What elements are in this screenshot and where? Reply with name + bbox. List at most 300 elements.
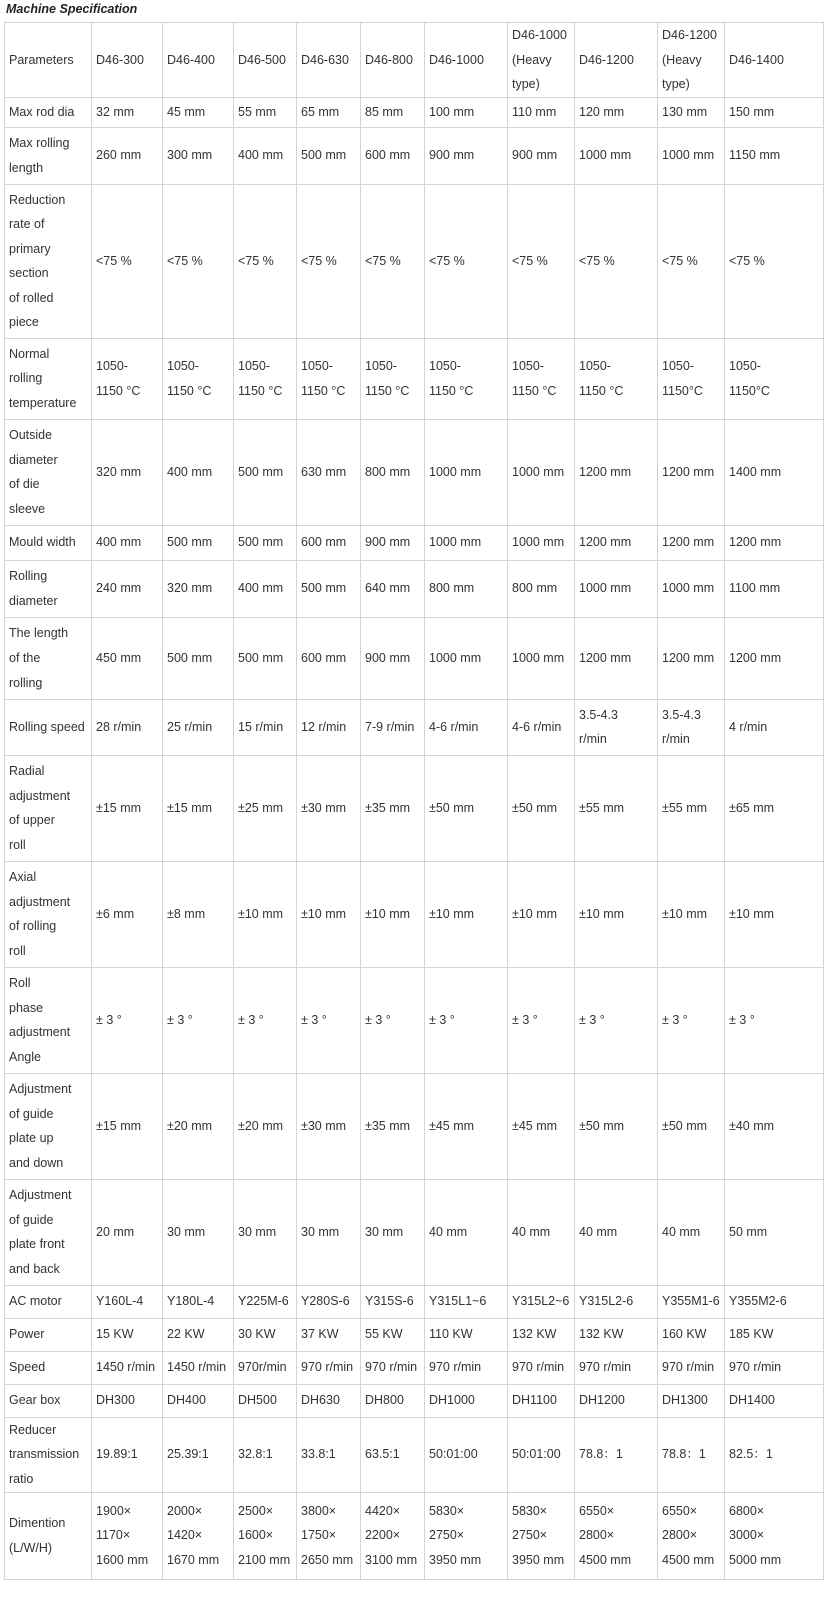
row-label-cell — [5, 525, 92, 560]
cell-text-line: DH1100 — [512, 1393, 557, 1408]
row-label-cell — [5, 1179, 92, 1285]
cell-text-line: 2800× — [662, 1528, 698, 1543]
table-cell — [575, 1492, 658, 1579]
cell-text-line: 1150 °C — [167, 383, 212, 398]
table-cell — [297, 1417, 361, 1492]
cell-text-line: DH1400 — [729, 1393, 775, 1408]
table-cell — [163, 967, 234, 1073]
cell-text-line: 25.39:1 — [167, 1447, 209, 1462]
table-cell — [508, 525, 575, 560]
row-label-cell — [5, 127, 92, 184]
table-cell — [575, 23, 658, 98]
table-cell — [575, 1351, 658, 1384]
table-cell — [92, 755, 163, 861]
table-cell — [163, 1179, 234, 1285]
row-label-line: Parameters — [9, 52, 74, 67]
row-label-cell — [5, 861, 92, 967]
cell-text-line: 1150 °C — [301, 383, 346, 398]
cell-text-line: 1170× — [96, 1528, 131, 1543]
cell-text-line: 500 mm — [167, 535, 213, 550]
table-cell — [92, 861, 163, 967]
table-cell — [575, 525, 658, 560]
cell-text-line: 1400 mm — [729, 464, 782, 479]
cell-text-line: 55 KW — [365, 1327, 403, 1342]
cell-text-line: 1000 mm — [512, 464, 565, 479]
row-label-line: roll — [9, 837, 26, 852]
row-label-cell — [5, 1417, 92, 1492]
cell-text-line: ±10 mm — [662, 906, 708, 921]
cell-text-line: ± 3 ° — [662, 1012, 688, 1027]
cell-text-line: 240 mm — [96, 581, 142, 596]
cell-text-line: ± 3 ° — [301, 1012, 327, 1027]
table-cell — [658, 755, 725, 861]
cell-text-line: r/min — [662, 732, 690, 747]
table-row — [5, 861, 824, 967]
table-cell — [575, 861, 658, 967]
cell-text-line: 260 mm — [96, 148, 142, 163]
row-label-line: and down — [9, 1155, 64, 1170]
cell-text-line: 2000× — [167, 1503, 203, 1518]
table-row — [5, 1351, 824, 1384]
cell-text-line: D46-800 — [365, 52, 413, 67]
table-cell — [425, 1285, 508, 1318]
cell-text-line: 110 mm — [512, 104, 557, 119]
cell-text-line: Y315L2~6 — [512, 1294, 570, 1309]
cell-text-line: 4420× — [365, 1503, 401, 1518]
cell-text-line: 1670 mm — [167, 1552, 220, 1567]
cell-text-line: 22 KW — [167, 1327, 205, 1342]
cell-text-line: 1000 mm — [662, 148, 715, 163]
row-label-line: of die — [9, 477, 40, 492]
table-cell — [508, 184, 575, 338]
table-cell — [425, 1384, 508, 1417]
table-cell — [425, 617, 508, 699]
table-cell — [575, 755, 658, 861]
cell-text-line: 970 r/min — [579, 1360, 632, 1375]
cell-text-line: 4500 mm — [579, 1552, 632, 1567]
cell-text-line: ±55 mm — [662, 800, 708, 815]
cell-text-line: 50 mm — [729, 1224, 768, 1239]
table-cell — [297, 419, 361, 525]
cell-text-line: Y315L1~6 — [429, 1294, 487, 1309]
table-cell — [361, 861, 425, 967]
cell-text-line: <75 % — [238, 253, 274, 268]
cell-text-line: 63.5:1 — [365, 1447, 400, 1462]
table-cell — [658, 127, 725, 184]
cell-text-line: DH500 — [238, 1393, 277, 1408]
cell-text-line: 1050- — [96, 359, 128, 374]
cell-text-line: DH1300 — [662, 1393, 708, 1408]
cell-text-line: D46-400 — [167, 52, 215, 67]
table-cell — [725, 755, 824, 861]
cell-text-line: 25 r/min — [167, 719, 213, 734]
table-cell — [163, 419, 234, 525]
table-cell — [425, 699, 508, 755]
row-label-line: sleeve — [9, 501, 46, 516]
cell-text-line: 1000 mm — [429, 535, 482, 550]
cell-text-line: 970 r/min — [729, 1360, 782, 1375]
row-label-line: Outside — [9, 428, 53, 443]
row-label-cell — [5, 338, 92, 419]
cell-text-line: 1000 mm — [579, 148, 632, 163]
cell-text-line: D46-300 — [96, 52, 144, 67]
table-cell — [234, 419, 297, 525]
row-label-line: piece — [9, 315, 39, 330]
table-cell — [361, 1318, 425, 1351]
cell-text-line: ±10 mm — [301, 906, 347, 921]
cell-text-line: 500 mm — [238, 535, 284, 550]
row-label-line: adjustment — [9, 894, 71, 909]
row-label-cell — [5, 184, 92, 338]
cell-text-line: 1050- — [579, 359, 611, 374]
row-label-line: Angle — [9, 1049, 41, 1064]
cell-text-line: ± 3 ° — [579, 1012, 605, 1027]
cell-text-line: 1600 mm — [96, 1552, 149, 1567]
row-label-cell — [5, 755, 92, 861]
table-cell — [658, 967, 725, 1073]
table-cell — [425, 338, 508, 419]
table-cell — [725, 1417, 824, 1492]
cell-text-line: 1050- — [301, 359, 333, 374]
cell-text-line: 4500 mm — [662, 1552, 715, 1567]
table-cell — [425, 861, 508, 967]
table-cell — [361, 419, 425, 525]
table-cell — [425, 1073, 508, 1179]
table-row — [5, 755, 824, 861]
cell-text-line: 1200 mm — [662, 535, 715, 550]
cell-text-line: ±10 mm — [579, 906, 625, 921]
row-label-line: Rolling speed — [9, 719, 85, 734]
table-cell — [297, 699, 361, 755]
table-cell — [163, 560, 234, 617]
cell-text-line: 6550× — [662, 1503, 698, 1518]
row-label-line: Mould width — [9, 535, 76, 550]
table-cell — [92, 1179, 163, 1285]
cell-text-line: ±10 mm — [729, 906, 775, 921]
table-cell — [234, 525, 297, 560]
table-cell — [725, 525, 824, 560]
cell-text-line: ± 3 ° — [96, 1012, 122, 1027]
cell-text-line: 1150 °C — [365, 383, 410, 398]
cell-text-line: <75 % — [365, 253, 401, 268]
cell-text-line: 600 mm — [301, 650, 347, 665]
table-cell — [575, 338, 658, 419]
table-cell — [234, 967, 297, 1073]
cell-text-line: ±8 mm — [167, 906, 206, 921]
cell-text-line: 40 mm — [579, 1224, 618, 1239]
cell-text-line: 45 mm — [167, 104, 206, 119]
cell-text-line: 40 mm — [429, 1224, 468, 1239]
table-cell — [425, 967, 508, 1073]
table-cell — [92, 525, 163, 560]
table-cell — [658, 97, 725, 127]
cell-text-line: 50:01:00 — [429, 1447, 478, 1462]
cell-text-line: 30 mm — [365, 1224, 404, 1239]
cell-text-line: ± 3 ° — [167, 1012, 193, 1027]
cell-text-line: 900 mm — [365, 535, 411, 550]
row-label-line: plate up — [9, 1131, 54, 1146]
row-label-line: roll — [9, 943, 26, 958]
table-cell — [658, 23, 725, 98]
table-cell — [725, 419, 824, 525]
cell-text-line: 500 mm — [238, 464, 284, 479]
cell-text-line: 1000 mm — [429, 650, 482, 665]
table-cell — [163, 338, 234, 419]
table-row — [5, 127, 824, 184]
table-cell — [725, 1351, 824, 1384]
table-cell — [297, 97, 361, 127]
cell-text-line: 32 mm — [96, 104, 135, 119]
cell-text-line: 2750× — [512, 1528, 548, 1543]
cell-text-line: 2500× — [238, 1503, 274, 1518]
table-cell — [575, 1384, 658, 1417]
table-cell — [508, 967, 575, 1073]
table-cell — [508, 1417, 575, 1492]
table-cell — [163, 1384, 234, 1417]
row-label-line: adjustment — [9, 1025, 71, 1040]
table-cell — [658, 1384, 725, 1417]
table-row — [5, 617, 824, 699]
table-cell — [361, 1073, 425, 1179]
table-cell — [425, 560, 508, 617]
table-cell — [163, 1417, 234, 1492]
cell-text-line: 1420× — [167, 1528, 203, 1543]
cell-text-line: 15 KW — [96, 1327, 134, 1342]
row-label-line: rate of — [9, 217, 45, 232]
cell-text-line: Y180L-4 — [167, 1294, 215, 1309]
table-cell — [361, 127, 425, 184]
cell-text-line: ±50 mm — [662, 1118, 708, 1133]
cell-text-line: Y225M-6 — [238, 1294, 289, 1309]
row-label-line: Reducer — [9, 1422, 57, 1437]
row-label-cell — [5, 1351, 92, 1384]
row-label-line: Max rolling — [9, 136, 70, 151]
cell-text-line: 55 mm — [238, 104, 277, 119]
table-cell — [361, 1492, 425, 1579]
table-cell — [297, 1179, 361, 1285]
cell-text-line: D46-1400 — [729, 52, 784, 67]
table-cell — [508, 699, 575, 755]
row-label-line: Axial — [9, 870, 37, 885]
cell-text-line: 150 mm — [729, 104, 775, 119]
cell-text-line: 33.8:1 — [301, 1447, 336, 1462]
cell-text-line: 5000 mm — [729, 1552, 782, 1567]
table-cell — [425, 1492, 508, 1579]
table-cell — [92, 23, 163, 98]
table-cell — [297, 23, 361, 98]
cell-text-line: (Heavy type) — [512, 52, 552, 92]
cell-text-line: 1150°C — [729, 383, 770, 398]
table-cell — [163, 1285, 234, 1318]
table-row — [5, 1417, 824, 1492]
cell-text-line: ± 3 ° — [429, 1012, 455, 1027]
table-cell — [92, 1351, 163, 1384]
cell-text-line: 6550× — [579, 1503, 615, 1518]
cell-text-line: 1150 °C — [512, 383, 557, 398]
cell-text-line: <75 % — [301, 253, 337, 268]
cell-text-line: 5830× — [512, 1503, 548, 1518]
table-cell — [725, 338, 824, 419]
cell-text-line: 600 mm — [301, 535, 347, 550]
cell-text-line: 1000 mm — [512, 650, 565, 665]
cell-text-line: 3950 mm — [512, 1552, 565, 1567]
cell-text-line: 400 mm — [238, 148, 284, 163]
cell-text-line: ±10 mm — [365, 906, 411, 921]
table-cell — [508, 97, 575, 127]
cell-text-line: ±20 mm — [238, 1118, 284, 1133]
cell-text-line: r/min — [579, 732, 607, 747]
cell-text-line: 30 KW — [238, 1327, 276, 1342]
row-label-cell — [5, 1492, 92, 1579]
row-label-line: Normal — [9, 346, 50, 361]
table-cell — [508, 1073, 575, 1179]
cell-text-line: 37 KW — [301, 1327, 339, 1342]
cell-text-line: 110 KW — [429, 1327, 473, 1342]
table-cell — [297, 1073, 361, 1179]
cell-text-line: 4-6 r/min — [512, 719, 562, 734]
row-label-cell — [5, 699, 92, 755]
cell-text-line: 4 r/min — [729, 719, 768, 734]
table-row — [5, 97, 824, 127]
cell-text-line: 500 mm — [301, 581, 347, 596]
cell-text-line: 1150 mm — [729, 148, 781, 163]
cell-text-line: 1200 mm — [662, 464, 715, 479]
cell-text-line: Y315L2-6 — [579, 1294, 634, 1309]
cell-text-line: DH800 — [365, 1393, 404, 1408]
table-cell — [163, 1073, 234, 1179]
table-cell — [361, 23, 425, 98]
table-cell — [234, 184, 297, 338]
table-cell — [234, 1384, 297, 1417]
table-cell — [508, 419, 575, 525]
cell-text-line: <75 % — [429, 253, 465, 268]
cell-text-line: 970 r/min — [365, 1360, 418, 1375]
table-cell — [575, 967, 658, 1073]
cell-text-line: 1000 mm — [512, 535, 565, 550]
cell-text-line: 400 mm — [167, 464, 213, 479]
cell-text-line: 5830× — [429, 1503, 465, 1518]
table-cell — [234, 1179, 297, 1285]
table-cell — [234, 1318, 297, 1351]
table-cell — [725, 1285, 824, 1318]
table-cell — [508, 617, 575, 699]
cell-text-line: 2650 mm — [301, 1552, 354, 1567]
table-cell — [508, 1285, 575, 1318]
table-cell — [92, 184, 163, 338]
cell-text-line: Y280S-6 — [301, 1294, 350, 1309]
row-label-line: diameter — [9, 593, 58, 608]
table-cell — [508, 1351, 575, 1384]
cell-text-line: <75 % — [512, 253, 548, 268]
table-cell — [725, 23, 824, 98]
cell-text-line: 1050- — [512, 359, 544, 374]
table-cell — [508, 560, 575, 617]
cell-text-line: ± 3 ° — [512, 1012, 538, 1027]
table-cell — [425, 419, 508, 525]
cell-text-line: 500 mm — [238, 650, 284, 665]
table-cell — [725, 1318, 824, 1351]
cell-text-line: ±45 mm — [512, 1118, 558, 1133]
table-row — [5, 23, 824, 98]
table-cell — [658, 1179, 725, 1285]
cell-text-line: 3.5-4.3 — [579, 707, 618, 722]
table-cell — [575, 1285, 658, 1318]
cell-text-line: ± 3 ° — [365, 1012, 391, 1027]
cell-text-line: ±35 mm — [365, 800, 411, 815]
table-cell — [92, 699, 163, 755]
table-cell — [234, 338, 297, 419]
cell-text-line: 19.89:1 — [96, 1447, 138, 1462]
table-cell — [361, 338, 425, 419]
cell-text-line: 1600× — [238, 1528, 274, 1543]
table-cell — [658, 1073, 725, 1179]
cell-text-line: 630 mm — [301, 464, 347, 479]
cell-text-line: <75 % — [579, 253, 615, 268]
table-cell — [658, 1285, 725, 1318]
cell-text-line: 40 mm — [662, 1224, 701, 1239]
table-cell — [163, 23, 234, 98]
cell-text-line: 78.8：1 — [662, 1447, 706, 1462]
cell-text-line: ±50 mm — [429, 800, 475, 815]
table-cell — [575, 1417, 658, 1492]
cell-text-line: <75 % — [96, 253, 132, 268]
table-cell — [508, 23, 575, 98]
cell-text-line: Y355M2-6 — [729, 1294, 787, 1309]
cell-text-line: 2750× — [429, 1528, 465, 1543]
table-cell — [361, 1384, 425, 1417]
cell-text-line: 1050- — [167, 359, 199, 374]
cell-text-line: D46-1200 — [579, 52, 634, 67]
table-cell — [425, 127, 508, 184]
cell-text-line: 300 mm — [167, 148, 213, 163]
cell-text-line: ±15 mm — [96, 1118, 142, 1133]
row-label-cell — [5, 1384, 92, 1417]
table-cell — [508, 1318, 575, 1351]
cell-text-line: 1000 mm — [662, 581, 715, 596]
table-cell — [575, 1318, 658, 1351]
table-cell — [508, 1384, 575, 1417]
cell-text-line: 450 mm — [96, 650, 142, 665]
table-cell — [234, 1351, 297, 1384]
table-row — [5, 699, 824, 755]
table-cell — [234, 617, 297, 699]
table-cell — [92, 1073, 163, 1179]
table-cell — [361, 525, 425, 560]
table-cell — [92, 560, 163, 617]
cell-text-line: 900 mm — [365, 650, 411, 665]
table-row — [5, 1179, 824, 1285]
cell-text-line: ±20 mm — [167, 1118, 213, 1133]
table-cell — [361, 184, 425, 338]
cell-text-line: Y355M1-6 — [662, 1294, 720, 1309]
table-cell — [163, 861, 234, 967]
table-cell — [92, 338, 163, 419]
table-cell — [575, 419, 658, 525]
table-cell — [361, 97, 425, 127]
table-cell — [425, 184, 508, 338]
table-cell — [725, 1073, 824, 1179]
cell-text-line: 4-6 r/min — [429, 719, 479, 734]
cell-text-line: 1200 mm — [579, 650, 632, 665]
table-cell — [425, 23, 508, 98]
cell-text-line: 320 mm — [167, 581, 213, 596]
row-label-line: Gear box — [9, 1393, 61, 1408]
cell-text-line: 900 mm — [429, 148, 475, 163]
table-row — [5, 967, 824, 1073]
table-cell — [575, 1073, 658, 1179]
table-cell — [508, 338, 575, 419]
table-cell — [575, 699, 658, 755]
